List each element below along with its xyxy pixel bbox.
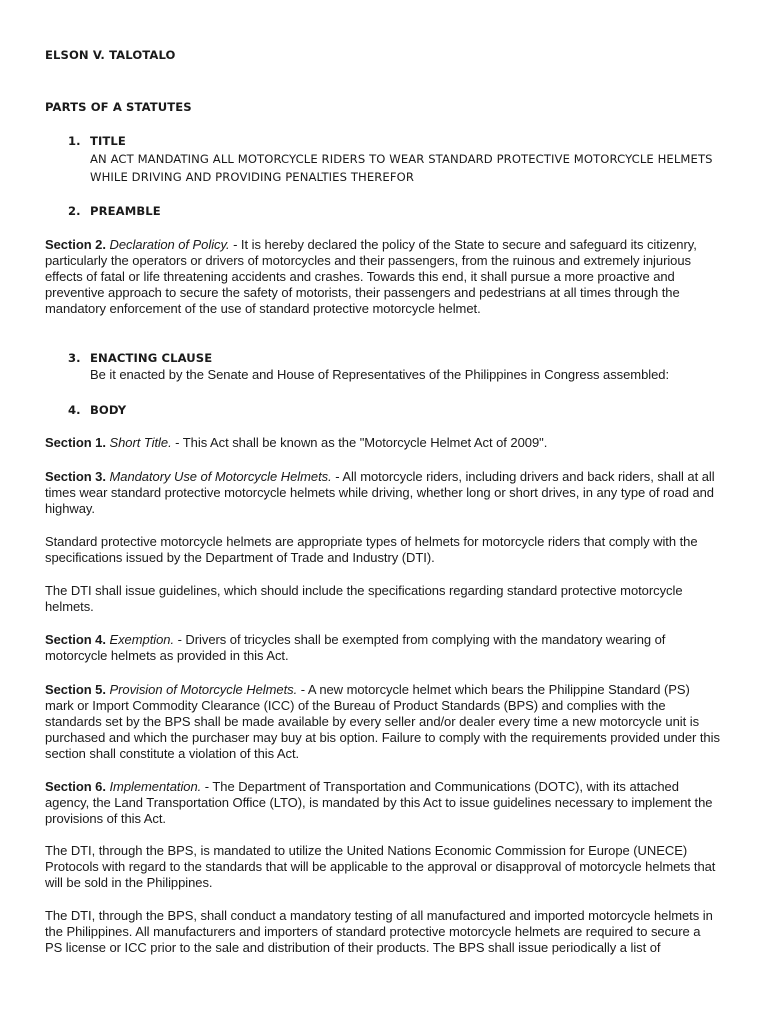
section-4-paragraph <box>45 632 721 664</box>
section-text: - A new motorcycle helmet which bears the Philippine Standard (PS) mark or Import Commodity Clearance (ICC) of the Bureau of Product Standards (BPS) and complies with the standards set by the BPS shall be made available by every seller and/or dealer every time a new motorcycle unit is purchased and which the purchaser may buy at bis option. Failure to comply with the requirements provided under this section shall constitute a violation of this Act. <box>45 682 720 761</box>
part-number: 1. <box>68 134 81 148</box>
author-name: ELSON V. TALOTALO <box>45 48 176 62</box>
part-body-heading <box>68 403 728 417</box>
part-enacting-clause-heading <box>68 351 728 365</box>
section-label: Section 4. <box>45 632 106 647</box>
section-title: Provision of Motorcycle Helmets. <box>109 682 298 697</box>
section-title: Implementation. <box>109 779 202 794</box>
section-label: Section 3. <box>45 469 106 484</box>
section-label: Section 5. <box>45 682 106 697</box>
section-3-paragraph-2: Standard protective motorcycle helmets are appropriate types of helmets for motorcycle riders that comply with the specifications issued by the Department of Trade and Industry (DTI). <box>45 534 698 565</box>
section-5-paragraph <box>45 682 721 762</box>
section-6-paragraph <box>45 779 721 827</box>
part-label: BODY <box>90 403 127 417</box>
section-6-paragraph-3: The DTI, through the BPS, shall conduct a mandatory testing of all manufactured and imported motorcycle helmets in the Philippines. All manufacturers and importers of standard protective motorcycle helmets are required to secure a PS license or ICC prior to the sale and distribution of their products. The BPS shall issue periodically a list of <box>45 908 713 955</box>
section-label: Section 6. <box>45 779 106 794</box>
section-title: Short Title. <box>109 435 172 450</box>
section-1-paragraph <box>45 435 721 451</box>
enacting-clause-text: Be it enacted by the Senate and House of Representatives of the Philippines in Congress assembled: <box>90 367 670 382</box>
section-text: - This Act shall be known as the "Motorcycle Helmet Act of 2009". <box>171 435 548 450</box>
part-number: 4. <box>68 403 81 417</box>
section-label: Section 2. <box>45 237 106 252</box>
section-3-paragraph <box>45 469 721 517</box>
section-2-paragraph <box>45 237 721 317</box>
section-6-paragraph-2: The DTI, through the BPS, is mandated to utilize the United Nations Economic Commission for Europe (UNECE) Protocols with regard to the standards that will be applicable to the approval or disapproval of motorcycle helmets that will be sold in the Philippines. <box>45 843 716 890</box>
section-label: Section 1. <box>45 435 106 450</box>
page-heading: PARTS OF A STATUTES <box>45 100 192 114</box>
part-title-heading <box>68 134 728 148</box>
section-title: Declaration of Policy. <box>109 237 230 252</box>
title-text-line-2: WHILE DRIVING AND PROVIDING PENALTIES THEREFOR <box>90 170 414 184</box>
section-text: - Drivers of tricycles shall be exempted from complying with the mandatory wearing of motorcycle helmets as provided in this Act. <box>45 632 666 663</box>
section-text: - It is hereby declared the policy of the State to secure and safeguard its citizenry, particularly the operators or drivers of motorcycles and their passengers, from the ruinous and extremely injurious effects of fatal or life threatening accidents and crashes. Towards this end, it shall pursue a more proactive and preventive approach to secure the safety of motorists, their passengers and pedestrians at all times through the mandatory enforcement of the use of standard protective motorcycle helmet. <box>45 237 697 316</box>
part-preamble-heading <box>68 204 728 218</box>
section-title: Exemption. <box>109 632 175 647</box>
part-number: 2. <box>68 204 81 218</box>
section-title: Mandatory Use of Motorcycle Helmets. <box>109 469 332 484</box>
section-text: - All motorcycle riders, including drivers and back riders, shall at all times wear standard protective motorcycle helmets while driving, whether long or short drives, in any type of road and highway. <box>45 469 715 516</box>
part-label: PREAMBLE <box>90 204 161 218</box>
part-label: TITLE <box>90 134 126 148</box>
section-text: - The Department of Transportation and Communications (DOTC), with its attached agency, the Land Transportation Office (LTO), is mandated by this Act to issue guidelines necessary to implement the provisions of this Act. <box>45 779 713 826</box>
title-text-line-1: AN ACT MANDATING ALL MOTORCYCLE RIDERS TO WEAR STANDARD PROTECTIVE MOTORCYCLE HELMETS <box>90 152 713 166</box>
section-3-paragraph-3: The DTI shall issue guidelines, which should include the specifications regarding standard protective motorcycle helmets. <box>45 583 683 614</box>
part-number: 3. <box>68 351 81 365</box>
part-label: ENACTING CLAUSE <box>90 351 213 365</box>
